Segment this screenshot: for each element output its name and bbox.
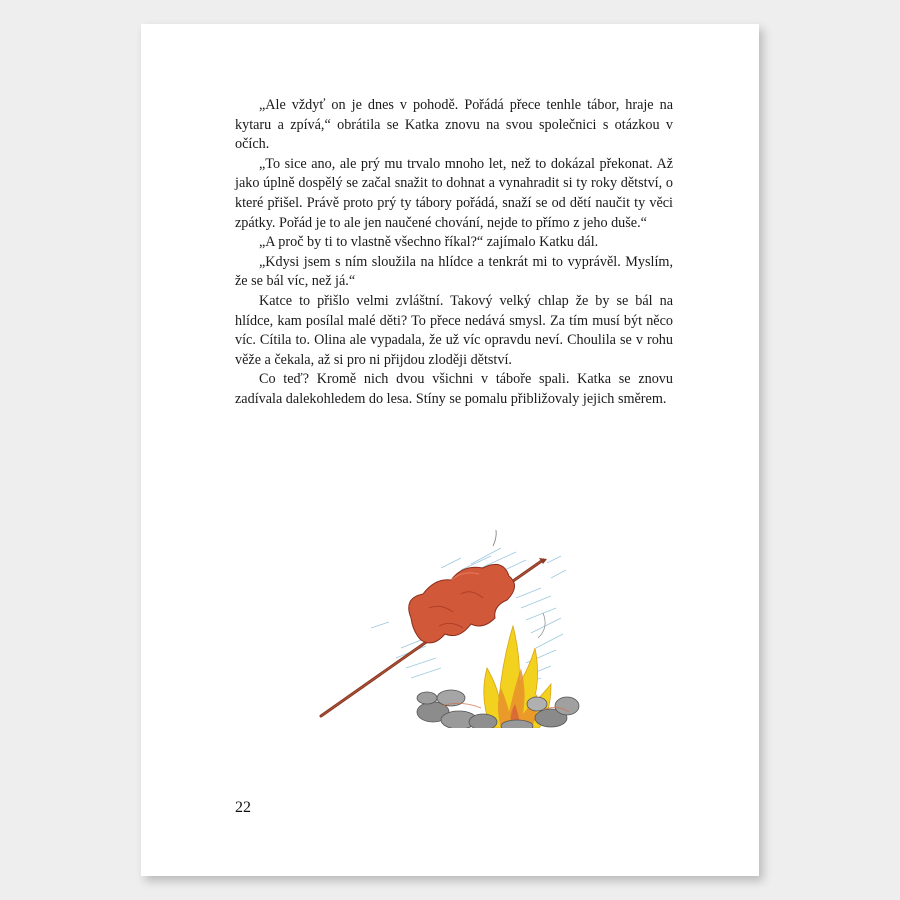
paragraph: „To sice ano, ale prý mu trvalo mnoho let, než to dokázal překonat. Až jako úplně dospělý se začal snažit to dohnat a vynahradit si ty roky dětství, o které přišel. Právě proto prý ty tábory pořádá, snaží se od dětí naučit ty věci zpátky. Pořád je to ale jen naučené chování, nejde to přímo z jeho duše.“ [235,155,673,231]
paragraph: Katce to přišlo velmi zvláštní. Takový velký chlap že by se bál na hlídce, kam posílal malé děti? To přece nedává smysl. Za tím musí být něco víc. Cítila to. Olina ale vypadala, že už víc opravdu neví. Choulila se v rohu věže a čekala, až si pro ni přijdou zloději dětství. [235,292,673,368]
roasted-meat [409,564,515,642]
page-number: 22 [235,799,251,816]
body-text [235,96,673,410]
sketch-line [538,613,545,638]
paragraph: „Ale vždyť on je dnes v pohodě. Pořádá přece tenhle tábor, hraje na kytaru a zpívá,“ obrátila se Katka znovu na svou společnici s otázkou v očích. [235,97,673,153]
campfire-illustration [311,508,601,728]
book-page [141,24,759,876]
paragraph: Co teď? Kromě nich dvou všichni v táboře spali. Katka se znovu zadívala dalekohledem do lesa. Stíny se pomalu přibližovaly jejich směrem. [235,371,673,407]
paragraph: „A proč by ti to vlastně všechno říkal?“ zajímalo Katku dál. [259,234,599,251]
paragraph: „Kdysi jsem s ním sloužila na hlídce a tenkrát mi to vyprávěl. Myslím, že se bál víc, než já.“ [235,253,673,290]
sketch-line [493,530,496,546]
